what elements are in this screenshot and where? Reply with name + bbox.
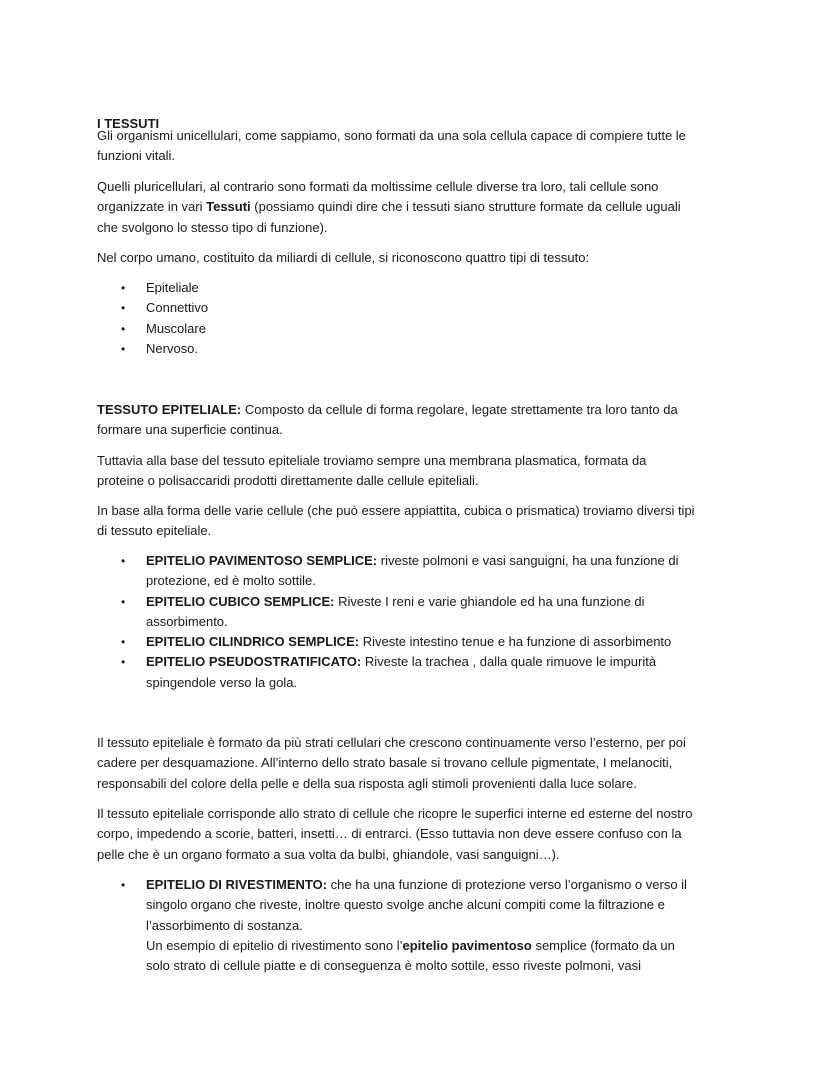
text-line [97,956,687,976]
bold-text: EPITELIO DI RIVESTIMENTO: [146,877,328,892]
text-line [97,673,679,693]
text-line [97,197,681,217]
bullet-icon: • [121,655,126,670]
list-item [97,339,208,359]
text: assorbimento. [146,613,228,629]
bold-text: epitelio pavimentoso [402,937,532,953]
bullet-icon: • [121,321,126,336]
text-line [97,845,692,865]
paragraph [97,177,681,238]
list-item [97,319,208,339]
text-line [97,895,687,915]
text-line [97,652,679,672]
epithelium-type-list [97,551,679,693]
text-line [97,632,679,652]
text: pelle che è un organo formato a sua volta da bulbi, ghiandole, vasi sanguigni…). [97,846,560,862]
text-line [97,612,679,632]
text: solo strato di cellule piatte e di conseguenza è molto sottile, esso riveste polmoni, vasi [146,958,641,974]
bold-text: TESSUTO EPITELIALE: [97,402,242,417]
text: In base alla forma delle varie cellule (che può essere appiattita, cubica o prismatica) troviamo diversi tipi [97,503,695,518]
bold-text: EPITELIO PAVIMENTOSO SEMPLICE: [146,553,378,568]
text: che ha una funzione di protezione verso l’organismo o verso il [327,877,687,892]
text-line [97,218,681,238]
text: singolo organo che riveste, inoltre questo svolge anche alcuni compiti come la filtrazione e [146,897,665,913]
text: spingendole verso la gola. [146,674,298,690]
tissue-type-list [97,278,208,359]
text: di tessuto epiteliale. [97,523,212,539]
list-item [97,551,679,592]
list-item [97,632,679,652]
text: l’assorbimento di sostanza. [146,917,303,933]
bold-text: I TESSUTI [97,116,160,131]
text: organizzate in vari [97,199,207,215]
text: che svolgono lo stesso tipo di funzione). [97,219,328,235]
text: Un esempio di epitelio di rivestimento sono l’ [146,937,403,953]
section-heading-paragraph [97,400,678,441]
list-item [97,298,208,318]
text-line [97,451,646,471]
text: Il tessuto epiteliale corrisponde allo strato di cellule che ricopre le superfici interne ed esterne del nostro [97,806,693,821]
list-item [97,278,208,298]
bullet-icon: • [121,341,126,356]
text-line [97,471,646,491]
bullet-icon: • [121,554,126,568]
text: Riveste intestino tenue e ha funzione di assorbimento [359,634,672,650]
text: responsabili del colore della pelle e della sua risposta agli stimoli provenienti dalla luce solare. [97,775,637,791]
paragraph [97,804,692,865]
paragraph [97,451,646,492]
bullet-icon: • [121,301,126,316]
text: Composto da cellule di forma regolare, legate strettamente tra loro tanto da [241,402,678,417]
paragraph [97,733,686,794]
text-line [97,278,208,298]
text-line [97,571,679,591]
text: proteine o polisaccaridi prodotti direttamente dalle cellule epiteliali. [97,473,479,489]
bold-text: EPITELIO PSEUDOSTRATIFICATO: [146,654,362,670]
text-line [97,936,687,956]
text-line [97,753,686,773]
text: Gli organismi unicellulari, come sappiamo, sono formati da una sola cellula capace di compiere tutte le [97,128,686,143]
text-line [97,804,692,824]
text: (possiamo quindi dire che i tessuti siano strutture formate da cellule uguali [250,199,681,215]
text-line [97,521,695,541]
text-line [97,298,208,318]
text-line [97,319,208,339]
epithelium-function-list [97,875,687,976]
bold-text: Tessuti [206,199,251,215]
text-line [97,177,681,197]
text-line [97,339,208,359]
text-line [97,592,679,612]
bullet-icon: • [121,878,126,892]
text: Riveste la trachea , dalla quale rimuove le impurità [361,654,657,670]
text-line [97,501,695,521]
text-line [97,126,686,146]
text: Muscolare [146,320,206,336]
paragraph [97,501,695,542]
text-line [97,824,692,844]
text-line [97,733,686,753]
text-line [97,420,678,440]
text: corpo, impedendo a scorie, batteri, insetti… di entrarci. (Esso tuttavia non deve essere confuso con la [97,826,682,842]
text: formare una superficie continua. [97,422,283,438]
text-line [97,400,678,420]
paragraph [97,126,686,167]
list-item [97,875,687,976]
text: riveste polmoni e vasi sanguigni, ha una funzione di [377,553,679,568]
text-line [97,916,687,936]
text: Nervoso. [146,340,199,356]
list-item [97,652,679,693]
text: Connettivo [146,300,209,316]
text: Il tessuto epiteliale è formato da più strati cellulari che crescono continuamente verso l’esterno, per poi [97,735,686,750]
text: Epiteliale [146,280,199,295]
text: Nel corpo umano, costituito da miliardi di cellule, si riconoscono quattro tipi di tessuto: [97,250,590,265]
text: semplice (formato da un [531,937,675,953]
paragraph [97,248,589,268]
text: funzioni vitali. [97,148,176,164]
bullet-icon: • [121,594,126,609]
text-line [97,875,687,895]
text-line [97,774,686,794]
text: Riveste I reni e varie ghiandole ed ha una funzione di [334,593,645,609]
text-line [97,551,679,571]
bold-text: EPITELIO CUBICO SEMPLICE: [146,593,335,609]
text-line [97,248,589,268]
text: protezione, ed è molto sottile. [146,573,316,589]
text: cadere per desquamazione. All’interno dello strato basale si trovano cellule pigmentate, I melanociti, [97,755,673,771]
bullet-icon: • [121,635,126,650]
text: Tuttavia alla base del tessuto epiteliale troviamo sempre una membrana plasmatica, formata da [97,453,647,468]
text-line [97,146,686,166]
list-item [97,592,679,633]
bullet-icon: • [121,281,126,295]
bold-text: EPITELIO CILINDRICO SEMPLICE: [146,634,360,650]
text: Quelli pluricellulari, al contrario sono formati da moltissime cellule diverse tra loro, tali cellule sono [97,179,659,194]
